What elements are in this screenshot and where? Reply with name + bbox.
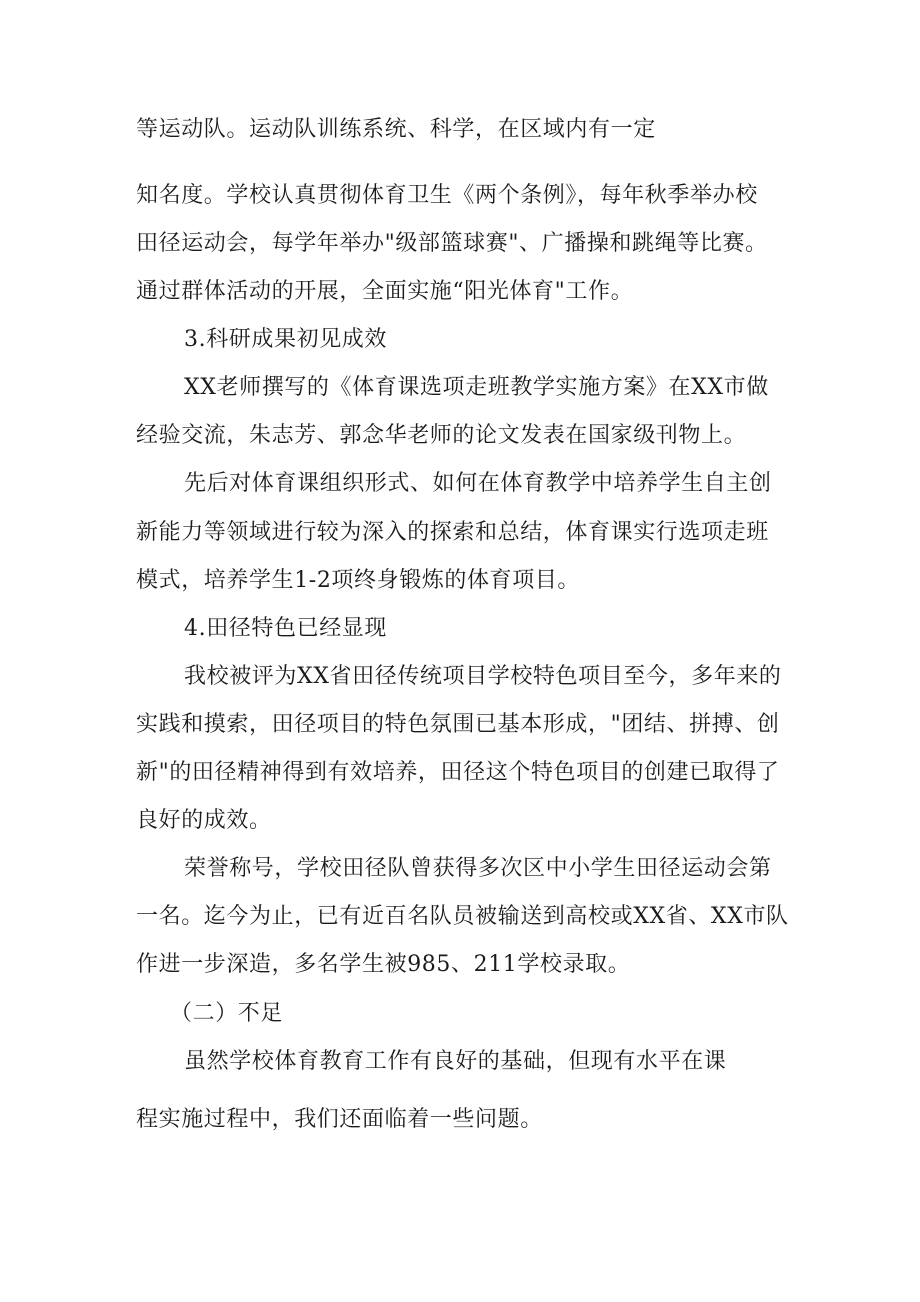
- paragraph-line: 一名。迄今为止，已有近百名队员被输送到高校或XX省、XX市队: [136, 904, 789, 929]
- paragraph-line: 经验交流，朱志芳、郭念华老师的论文发表在国家级刊物上。: [136, 423, 747, 448]
- section-heading: 3.科研成果初见成效: [184, 327, 387, 352]
- paragraph-line: 新"的田径精神得到有效培养，田径这个特色项目的创建已取得了: [136, 760, 780, 785]
- paragraph-line: 荣誉称号，学校田径队曾获得多次区中小学生田径运动会第: [184, 856, 772, 881]
- section-heading: 4.田径特色已经显现: [184, 616, 387, 641]
- paragraph-line: 程实施过程中，我们还面临着一些问题。: [136, 1107, 543, 1132]
- paragraph-line: 等运动队。运动队训练系统、科学，在区域内有一定: [136, 117, 656, 142]
- paragraph-line: XX老师撰写的《体育课选项走班教学实施方案》在XX市做: [184, 375, 769, 400]
- paragraph-line: 实践和摸索，田径项目的特色氛围已基本形成，"团结、拼搏、创: [136, 712, 780, 737]
- paragraph-line: 虽然学校体育教育工作有良好的基础，但现有水平在课: [184, 1049, 727, 1074]
- paragraph-line: 新能力等领域进行较为深入的探索和总结，体育课实行选项走班: [136, 520, 769, 545]
- paragraph-line: 通过群体活动的开展，全面实施“阳光体育"工作。: [136, 279, 634, 304]
- section-heading: （二）不足: [170, 1001, 284, 1026]
- paragraph-line: 模式，培养学生1-2项终身锻炼的体育项目。: [136, 568, 581, 593]
- paragraph-line: 田径运动会，每学年举办"级部篮球赛"、广播操和跳绳等比赛。: [136, 231, 768, 256]
- paragraph-line: 我校被评为XX省田径传统项目学校特色项目至今，多年来的: [184, 664, 782, 689]
- paragraph-line: 先后对体育课组织形式、如何在体育教学中培养学生自主创: [184, 471, 772, 496]
- paragraph-line: 良好的成效。: [136, 808, 272, 833]
- paragraph-line: 作进一步深造，多名学生被985、211学校录取。: [136, 952, 631, 977]
- paragraph-line: 知名度。学校认真贯彻体育卫生《两个条例》，每年秋季举办校: [136, 183, 758, 208]
